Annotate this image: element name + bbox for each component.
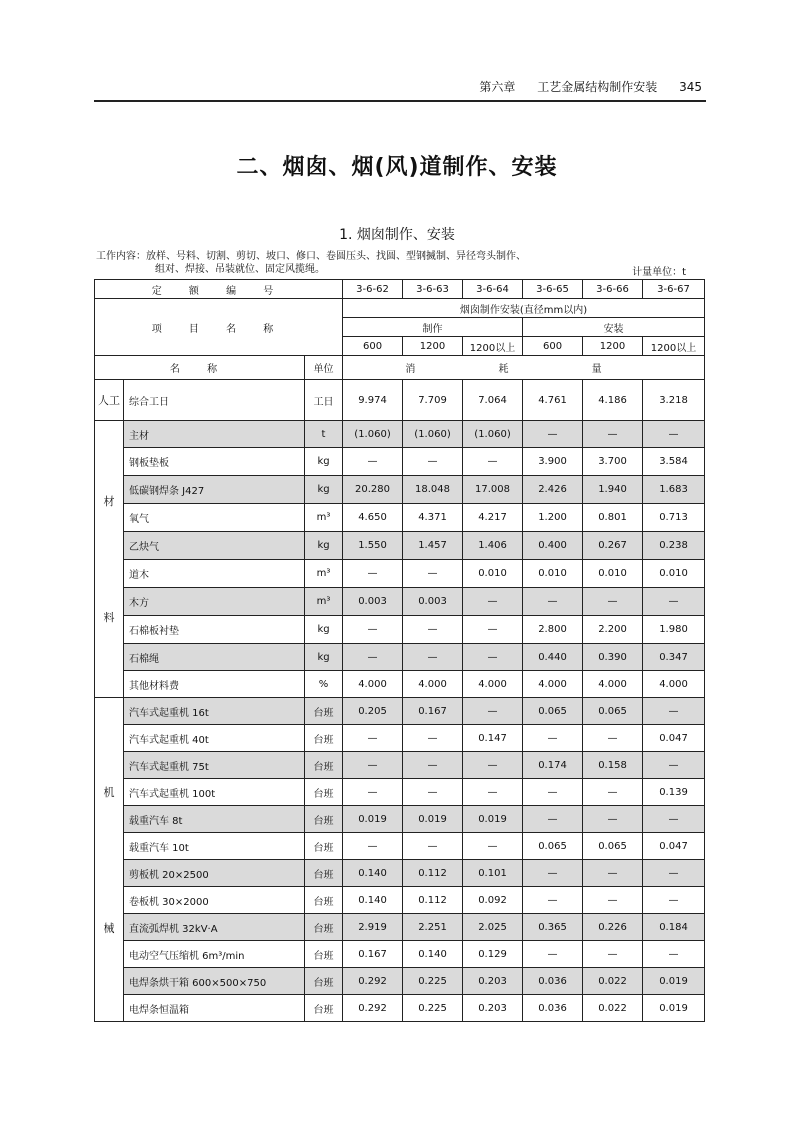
- table-row: [95, 833, 705, 860]
- group-row: [95, 299, 705, 318]
- value-cell: 0.140: [343, 860, 403, 887]
- value-cell: 2.426: [523, 476, 583, 504]
- table-row: [95, 644, 705, 671]
- value-cell: 0.092: [463, 887, 523, 914]
- item-unit: 台班: [305, 725, 343, 752]
- diameter-cell: 1200: [403, 337, 463, 356]
- value-cell: —: [403, 752, 463, 779]
- value-cell: 0.019: [463, 806, 523, 833]
- diameter-cell: 600: [523, 337, 583, 356]
- code-cell: 3-6-62: [343, 280, 403, 299]
- value-cell: 0.238: [643, 532, 705, 560]
- labor-category: 人工: [95, 380, 124, 421]
- name-header-row: [95, 356, 705, 380]
- value-cell: (1.060): [343, 421, 403, 448]
- value-cell: 0.036: [523, 968, 583, 995]
- value-cell: 0.022: [583, 968, 643, 995]
- value-cell: —: [403, 725, 463, 752]
- value-cell: 4.000: [403, 671, 463, 698]
- value-cell: —: [463, 448, 523, 476]
- value-cell: —: [643, 860, 705, 887]
- table-row: [95, 995, 705, 1022]
- category-char: 材: [103, 495, 115, 508]
- value-cell: 2.200: [583, 616, 643, 644]
- value-cell: —: [643, 887, 705, 914]
- value-cell: 3.584: [643, 448, 705, 476]
- value-cell: 0.140: [403, 941, 463, 968]
- item-unit: kg: [305, 476, 343, 504]
- subgroup-install: 安装: [523, 318, 705, 337]
- item-name: 其他材料费: [124, 671, 305, 698]
- value-cell: 2.800: [523, 616, 583, 644]
- value-cell: —: [343, 644, 403, 671]
- value-cell: —: [583, 860, 643, 887]
- item-unit: 台班: [305, 752, 343, 779]
- item-unit: kg: [305, 644, 343, 671]
- value-cell: —: [343, 725, 403, 752]
- value-cell: —: [463, 752, 523, 779]
- value-cell: —: [643, 752, 705, 779]
- value-cell: —: [343, 448, 403, 476]
- value-cell: 0.003: [343, 588, 403, 616]
- value-cell: 0.225: [403, 995, 463, 1022]
- value-cell: 0.267: [583, 532, 643, 560]
- diameter-cell: 1200: [583, 337, 643, 356]
- value-cell: 0.292: [343, 995, 403, 1022]
- value-cell: —: [343, 833, 403, 860]
- work-content: [96, 250, 706, 276]
- table-row: [95, 698, 705, 725]
- value-cell: 0.365: [523, 914, 583, 941]
- value-cell: —: [463, 588, 523, 616]
- table-row: [95, 504, 705, 532]
- table-row: [95, 806, 705, 833]
- value-cell: 0.440: [523, 644, 583, 671]
- item-unit: 台班: [305, 968, 343, 995]
- value-cell: 4.000: [343, 671, 403, 698]
- item-name: 汽车式起重机 16t: [124, 698, 305, 725]
- table-row: [95, 941, 705, 968]
- value-cell: —: [463, 779, 523, 806]
- value-cell: 17.008: [463, 476, 523, 504]
- value-cell: 0.019: [643, 995, 705, 1022]
- value-cell: 20.280: [343, 476, 403, 504]
- page-header: [94, 72, 706, 102]
- diameter-cell: 600: [343, 337, 403, 356]
- value-cell: 3.900: [523, 448, 583, 476]
- table-row: [95, 887, 705, 914]
- quota-table: [94, 279, 705, 1022]
- page-title: 二、烟囱、烟(风)道制作、安装: [236, 155, 558, 180]
- value-cell: —: [643, 698, 705, 725]
- subgroup-make: 制作: [343, 318, 523, 337]
- category-char: 机: [103, 785, 115, 799]
- item-unit: 台班: [305, 806, 343, 833]
- code-cell: 3-6-65: [523, 280, 583, 299]
- table-row: [95, 448, 705, 476]
- subtitle: 1. 烟囱制作、安装: [339, 227, 455, 243]
- value-cell: —: [583, 887, 643, 914]
- item-name: 石棉板衬垫: [124, 616, 305, 644]
- value-cell: —: [643, 941, 705, 968]
- name-label: 名 称: [95, 356, 305, 380]
- value-cell: 1.940: [583, 476, 643, 504]
- item-name: 载重汽车 10t: [124, 833, 305, 860]
- item-label: 项 目 名 称: [95, 299, 343, 356]
- value-cell: 0.184: [643, 914, 705, 941]
- section-label: 工艺金属结构制作安装: [537, 80, 658, 94]
- item-unit: 台班: [305, 914, 343, 941]
- value-cell: 1.683: [643, 476, 705, 504]
- table-row: [95, 532, 705, 560]
- value-cell: —: [643, 588, 705, 616]
- value-cell: 0.047: [643, 725, 705, 752]
- value-cell: 0.158: [583, 752, 643, 779]
- value-cell: 0.065: [523, 698, 583, 725]
- consumption-label: 消 耗 量: [343, 356, 705, 380]
- value-cell: 0.226: [583, 914, 643, 941]
- item-unit: 台班: [305, 995, 343, 1022]
- value-cell: —: [463, 833, 523, 860]
- value-cell: —: [523, 941, 583, 968]
- group-title: 烟囱制作安装(直径mm以内): [343, 299, 705, 318]
- value-cell: 4.000: [583, 671, 643, 698]
- item-unit: m³: [305, 504, 343, 532]
- item-name: 直流弧焊机 32kV·A: [124, 914, 305, 941]
- table-row: [95, 860, 705, 887]
- item-name: 乙炔气: [124, 532, 305, 560]
- value-cell: —: [403, 560, 463, 588]
- header-right: [461, 78, 702, 95]
- item-unit: kg: [305, 532, 343, 560]
- value-cell: 4.371: [403, 504, 463, 532]
- value-cell: 0.801: [583, 504, 643, 532]
- value-cell: 1.980: [643, 616, 705, 644]
- code-cell: 3-6-67: [643, 280, 705, 299]
- value-cell: 0.203: [463, 995, 523, 1022]
- value-cell: 1.457: [403, 532, 463, 560]
- category-cell: [95, 698, 124, 1022]
- value-cell: 0.167: [403, 698, 463, 725]
- value-cell: —: [523, 887, 583, 914]
- chapter-label: 第六章: [479, 80, 516, 94]
- value-cell: 0.205: [343, 698, 403, 725]
- value-cell: 4.000: [523, 671, 583, 698]
- value-cell: —: [343, 616, 403, 644]
- item-unit: 台班: [305, 860, 343, 887]
- value-cell: —: [643, 421, 705, 448]
- value-cell: 4.186: [583, 380, 643, 421]
- value-cell: 0.713: [643, 504, 705, 532]
- table-row: [95, 421, 705, 448]
- table-row: [95, 476, 705, 504]
- value-cell: —: [523, 725, 583, 752]
- value-cell: 0.147: [463, 725, 523, 752]
- value-cell: 0.019: [643, 968, 705, 995]
- code-cell: 3-6-63: [403, 280, 463, 299]
- value-cell: 4.000: [643, 671, 705, 698]
- value-cell: 1.200: [523, 504, 583, 532]
- value-cell: 0.292: [343, 968, 403, 995]
- value-cell: 3.700: [583, 448, 643, 476]
- value-cell: —: [403, 644, 463, 671]
- table-body: [95, 280, 705, 1022]
- value-cell: 4.650: [343, 504, 403, 532]
- value-cell: —: [523, 779, 583, 806]
- item-name: 汽车式起重机 40t: [124, 725, 305, 752]
- value-cell: —: [463, 698, 523, 725]
- labor-row: [95, 380, 705, 421]
- table-row: [95, 752, 705, 779]
- labor-unit: 工日: [305, 380, 343, 421]
- item-unit: %: [305, 671, 343, 698]
- value-cell: —: [523, 421, 583, 448]
- category-cell: [95, 421, 124, 698]
- item-unit: m³: [305, 588, 343, 616]
- item-unit: 台班: [305, 779, 343, 806]
- value-cell: 0.347: [643, 644, 705, 671]
- value-cell: —: [583, 421, 643, 448]
- value-cell: 0.003: [403, 588, 463, 616]
- value-cell: 4.000: [463, 671, 523, 698]
- item-name: 电动空气压缩机 6m³/min: [124, 941, 305, 968]
- value-cell: 0.036: [523, 995, 583, 1022]
- value-cell: 0.047: [643, 833, 705, 860]
- value-cell: 0.139: [643, 779, 705, 806]
- table-row: [95, 588, 705, 616]
- value-cell: 0.019: [403, 806, 463, 833]
- value-cell: 0.203: [463, 968, 523, 995]
- value-cell: —: [343, 779, 403, 806]
- value-cell: —: [463, 616, 523, 644]
- item-unit: kg: [305, 616, 343, 644]
- value-cell: —: [343, 560, 403, 588]
- value-cell: —: [583, 806, 643, 833]
- value-cell: 0.010: [643, 560, 705, 588]
- item-name: 道木: [124, 560, 305, 588]
- item-name: 汽车式起重机 100t: [124, 779, 305, 806]
- value-cell: 7.064: [463, 380, 523, 421]
- value-cell: 0.174: [523, 752, 583, 779]
- value-cell: 0.065: [583, 833, 643, 860]
- code-cell: 3-6-64: [463, 280, 523, 299]
- unit-col-label: 单位: [305, 356, 343, 380]
- category-char: 料: [103, 611, 115, 624]
- item-name: 钢板垫板: [124, 448, 305, 476]
- value-cell: 0.101: [463, 860, 523, 887]
- value-cell: 2.251: [403, 914, 463, 941]
- code-label: 定 额 编 号: [95, 280, 343, 299]
- item-name: 载重汽车 8t: [124, 806, 305, 833]
- item-unit: m³: [305, 560, 343, 588]
- value-cell: 0.022: [583, 995, 643, 1022]
- value-cell: —: [403, 833, 463, 860]
- item-unit: kg: [305, 448, 343, 476]
- table-row: [95, 616, 705, 644]
- item-name: 氧气: [124, 504, 305, 532]
- code-row: [95, 280, 705, 299]
- page-number: 345: [679, 80, 702, 94]
- value-cell: —: [583, 941, 643, 968]
- item-name: 主材: [124, 421, 305, 448]
- value-cell: 0.112: [403, 860, 463, 887]
- item-name: 汽车式起重机 75t: [124, 752, 305, 779]
- value-cell: 4.217: [463, 504, 523, 532]
- value-cell: 0.129: [463, 941, 523, 968]
- diameter-cell: 1200以上: [463, 337, 523, 356]
- item-name: 石棉绳: [124, 644, 305, 671]
- table-row: [95, 560, 705, 588]
- table-row: [95, 779, 705, 806]
- value-cell: 7.709: [403, 380, 463, 421]
- value-cell: —: [403, 448, 463, 476]
- value-cell: 0.400: [523, 532, 583, 560]
- value-cell: 0.225: [403, 968, 463, 995]
- value-cell: —: [583, 725, 643, 752]
- work-content-line1: 工作内容：放样、号料、切割、剪切、坡口、修口、卷圆压头、找圆、型钢揻制、异径弯头制作、: [96, 251, 526, 262]
- value-cell: —: [343, 752, 403, 779]
- value-cell: 1.550: [343, 532, 403, 560]
- value-cell: 0.167: [343, 941, 403, 968]
- value-cell: 0.019: [343, 806, 403, 833]
- value-cell: (1.060): [463, 421, 523, 448]
- unit-label: 计量单位：t: [632, 267, 686, 278]
- value-cell: 0.010: [583, 560, 643, 588]
- value-cell: (1.060): [403, 421, 463, 448]
- value-cell: 1.406: [463, 532, 523, 560]
- value-cell: 0.010: [523, 560, 583, 588]
- value-cell: —: [643, 806, 705, 833]
- value-cell: 18.048: [403, 476, 463, 504]
- item-unit: 台班: [305, 698, 343, 725]
- code-cell: 3-6-66: [583, 280, 643, 299]
- value-cell: 2.919: [343, 914, 403, 941]
- value-cell: —: [403, 779, 463, 806]
- work-content-line2: 组对、焊接、吊装就位、固定风揽绳。: [155, 264, 325, 275]
- value-cell: —: [523, 860, 583, 887]
- item-unit: 台班: [305, 833, 343, 860]
- table-row: [95, 671, 705, 698]
- value-cell: —: [463, 644, 523, 671]
- value-cell: 4.761: [523, 380, 583, 421]
- value-cell: —: [403, 616, 463, 644]
- value-cell: 0.112: [403, 887, 463, 914]
- value-cell: —: [583, 588, 643, 616]
- item-name: 剪板机 20×2500: [124, 860, 305, 887]
- item-name: 低碳钢焊条 J427: [124, 476, 305, 504]
- item-name: 电焊条恒温箱: [124, 995, 305, 1022]
- table-row: [95, 914, 705, 941]
- item-name: 电焊条烘干箱 600×500×750: [124, 968, 305, 995]
- value-cell: 0.010: [463, 560, 523, 588]
- value-cell: 0.065: [523, 833, 583, 860]
- item-name: 卷板机 30×2000: [124, 887, 305, 914]
- item-unit: 台班: [305, 887, 343, 914]
- table-row: [95, 725, 705, 752]
- category-char: 械: [103, 921, 115, 935]
- value-cell: 2.025: [463, 914, 523, 941]
- item-name: 木方: [124, 588, 305, 616]
- value-cell: —: [583, 779, 643, 806]
- value-cell: —: [523, 588, 583, 616]
- value-cell: 0.065: [583, 698, 643, 725]
- value-cell: 0.140: [343, 887, 403, 914]
- diameter-cell: 1200以上: [643, 337, 705, 356]
- value-cell: 3.218: [643, 380, 705, 421]
- labor-name: 综合工日: [124, 380, 305, 421]
- value-cell: 0.390: [583, 644, 643, 671]
- value-cell: 9.974: [343, 380, 403, 421]
- value-cell: —: [523, 806, 583, 833]
- item-unit: 台班: [305, 941, 343, 968]
- item-unit: t: [305, 421, 343, 448]
- table-row: [95, 968, 705, 995]
